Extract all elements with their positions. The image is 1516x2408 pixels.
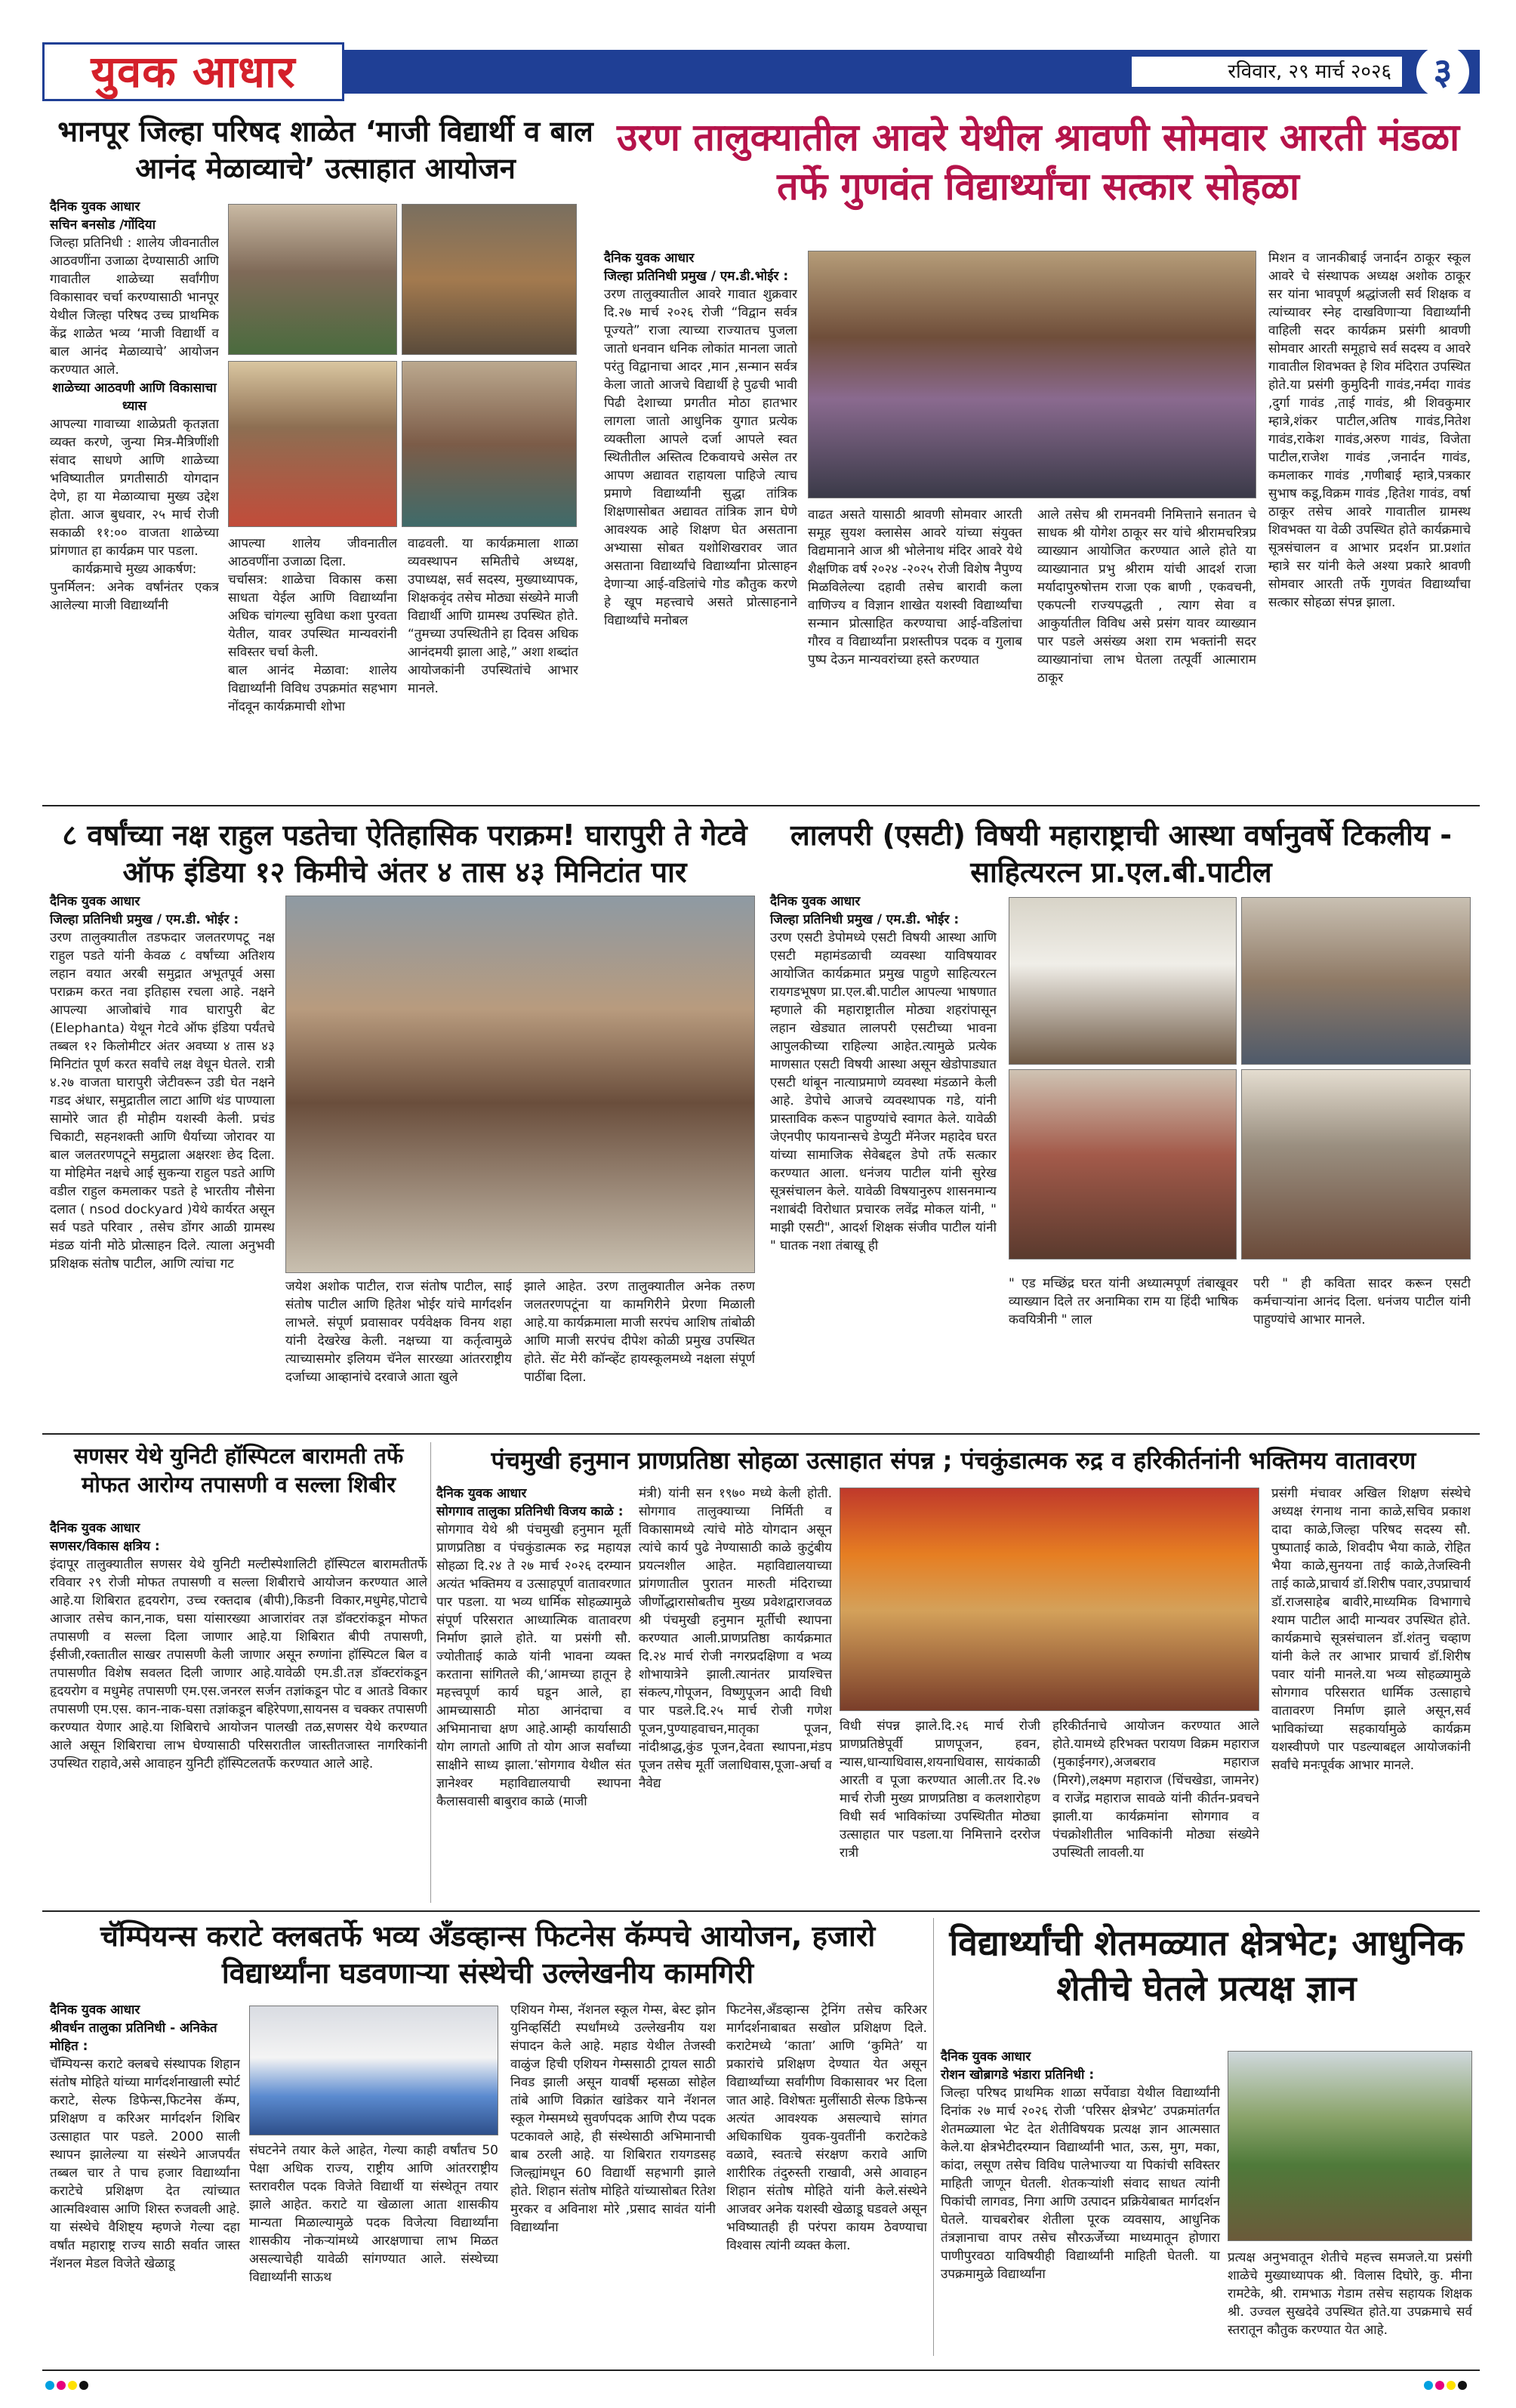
a2-column-3: [1037, 506, 1256, 794]
a6-col3-text: विधी संपन्न झाले.दि.२६ मार्च रोजी प्राणप्रतिष्ठेपूर्वी प्राणपूजन, हवन, न्यास,धान्याधिवास,शयनाधिवास, सायंकाळी आरती व पूजा करण्यात आली.तर दि.२७ मार्च रोजी मुख्य प्राणप्रतिष्ठा व कलशारोहण विधी सर्व भाविकांच्या उपस्थितीत मोठ्या उत्साहात पार पडला.या निमित्ताने दररोज रात्री: [840, 1719, 1040, 1861]
a7-col3-text: एशियन गेम्स, नॅशनल स्कूल गेम्स, बेस्ट झोन युनिव्हर्सिटी स्पर्धांमध्ये उल्लेखनीय यश संपादन केले आहे. महाड येथील तेजस्वी वाळुंज हिची एशियन गेम्ससाठी ट्रायल साठी निवड झाली असून यावर्षी म्हसळा सोहेल तांबे आणि विक्रांत खांडेकर याने नॅशनल स्कूल गेम्समध्ये सुवर्णपदक आणि रौप्य पदक पटकावले आहे, ही संस्थेसाठी अभिमानाची बाब ठरली आहे. या शिबिरात रायगडसह जिल्ह्यांमधून 60 विद्यार्थी सहभागी झाले होते. शिहान संतोष मोहिते यांच्यासोबत रितेश मुरकर व अविनाश मोरे ,प्रसाद सावंत यांनी विद्यार्थ्यांना: [510, 2003, 716, 2235]
a1-reporter: सचिन बनसोड /गोंदिया: [50, 217, 156, 233]
a5-byline: दैनिक युवक आधार: [50, 1521, 140, 1536]
a4-reporter: जिल्हा प्रतिनिधी प्रमुख / एम.डी. भोईर :: [770, 912, 960, 927]
issue-date: रविवार, २९ मार्च २०२६: [1228, 60, 1391, 83]
a4-photo-1: [1009, 897, 1237, 1065]
a4-photo-2: [1241, 897, 1471, 1065]
headline-a6: पंचमुखी हनुमान प्राणप्रतिष्ठा सोहळा उत्साहात संपन्न ; पंचकुंडात्मक रुद्र व हरिकीर्तनांनी भक्तिमय वातावरण: [491, 1446, 1416, 1475]
registration-marks-left: [45, 2379, 88, 2393]
a7-reporter: श्रीवर्धन तालुका प्रतिनिधी - अनिकेत मोहित :: [50, 2021, 217, 2054]
a8-reporter: रोशन खोब्रागडे भंडारा प्रतिनिधी :: [941, 2067, 1095, 2083]
a8-col2-text: प्रत्यक्ष अनुभवातून शेतीचे महत्त्व समजले.या प्रसंगी शाळेचे मुख्याध्यापक श्री. विलास दिघोरे, कु. मीना रामटेके, श्री. रामभाऊ गेडाम तसेच सहायक शिक्षक श्री. उज्वल सुखदेवे उपस्थित होते.या उपक्रमाचे सर्व स्तरातून कौतुक करण्यात येत आहे.: [1228, 2250, 1472, 2338]
a6-column-4: [1052, 1717, 1259, 1904]
a3-col2-text: जयेश अशोक पाटील, राज संतोष पाटील, साई संतोष पाटील आणि हितेश भोईर यांचे मार्गदर्शन लाभले. संपूर्ण प्रवासावर पर्यवेक्षक विनय शहा यांनी देखरेख केली. नक्षच्या या कर्तृत्वामुळे त्याच्यासमोर इलियम चॅनेल सारख्या आंतरराष्ट्रीय दर्जाच्या आव्हानांचे दरवाजे आता खुले: [285, 1279, 512, 1385]
footer-rule: [42, 2369, 1480, 2371]
a6-column-2: [639, 1485, 832, 1904]
a2-column-2: [808, 506, 1022, 794]
a1-photo-2: [402, 204, 577, 355]
a4-column-3: [1253, 1275, 1471, 1350]
divider-3: [42, 1910, 1480, 1912]
a2-col4-text: मिशन व जानकीबाई जनार्दन ठाकूर स्कूल आवरे चे संस्थापक अध्यक्ष अशोक ठाकूर सर यांना भावपूर्ण श्रद्धांजली सर्व शिक्षक व त्यांच्यावर स्नेह दाखविणाऱ्या विद्यार्थ्यांनी वाहिली सदर कार्यक्रम प्रसंगी श्रावणी सोमवार आरती समूहाचे सर्व सदस्य व आवरे गावातील शिवभक्त हे शिव मंदिरात उपस्थित होते.या प्रसंगी कुमुदिनी गावंड,नर्मदा गावंड ,दुर्गा गावंड ,ताई गावंड, श्री शिवकुमार म्हात्रे,शंकर पाटील,अतिष गावंड,नितेश गावंड,राकेश गावंड,अरुण गावंड, विजेता पाटील,राजेश गावंड ,जनार्दन गावंड, कमलाकर गावंड ,गणीबाई म्हात्रे,पत्रकार सुभाष कडू,विक्रम गावंड ,हितेश गावंड, वर्षा ठाकूर तसेच आवरे गावातील ग्रामस्थ शिवभक्त या वेळी उपस्थित होते कार्यक्रमाचे सूत्रसंचालन व आभार प्रदर्शन प्रा.प्रशांत म्हात्रे सर यांनी केले अश्या प्रकारे श्रावणी सोमवार आरती तर्फे गुणवंत विद्यार्थ्यांचा सत्कार सोहळा संपन्न झाला.: [1268, 251, 1471, 610]
a4-col2-text: " एड मच्छिंद्र घरत यांनी अध्यात्मपूर्ण तंबाखूवर व्याख्यान दिले तर अनामिका राम या हिंदी भाषिक कवयित्रीनी " लाल: [1009, 1276, 1238, 1327]
a7-column-4: [726, 2001, 927, 2356]
a8-col1-text: जिल्हा परिषद प्राथमिक शाळा सर्पेवाडा येथील विद्यार्थ्यांनी दिनांक २७ मार्च २०२६ रोजी ‘परिसर क्षेत्रभेट’ उपक्रमांतर्गत शेतमळ्याला भेट देत शेतीविषयक प्रत्यक्ष ज्ञान आत्मसात केले.या क्षेत्रभेटीदरम्यान विद्यार्थ्यांनी भात, ऊस, मुग, मका, कांदा, लसूण तसेच विविध पालेभाज्या या पिकांची सविस्तर माहिती जाणून घेतली. शेतकऱ्यांशी संवाद साधत त्यांनी पिकांची लागवड, निगा आणि उत्पादन प्रक्रियेबाबत मार्गदर्शन घेतले. याचबरोबर शेतीला पूरक व्यवसाय, आधुनिक तंत्रज्ञानाचा वापर तसेच सौरऊर्जेच्या माध्यमातून होणारा पाणीपुरवठा याविषयीही विद्यार्थ्यांनी माहिती घेतली. या उपक्रमामुळे विद्यार्थ्यांना: [941, 2086, 1220, 2282]
a7-col2-text: संघटनेने तयार केले आहेत, गेल्या काही वर्षांतच 50 पेक्षा अधिक राज्य, राष्ट्रीय आणि आंतरराष्ट्रीय स्तरावरील पदक विजेते विद्यार्थी या संस्थेतून तयार झाले आहेत. कराटे या खेळाला आता शासकीय मान्यता मिळाल्यामुळे पदक विजेत्या विद्यार्थ्यांना शासकीय नोकऱ्यांमध्ये आरक्षणाचा लाभ मिळत असल्याचेही यावेळी सांगण्यात आले. संस्थेच्या विद्यार्थ्यांनी साऊथ: [249, 2143, 498, 2285]
a7-col4-text: फिटनेस,अँडव्हान्स ट्रेनिंग तसेच करिअर मार्गदर्शनाबाबत सखोल प्रशिक्षण दिले. कराटेमध्ये ‘काता’ आणि ‘कुमिते’ या प्रकारांचे प्रशिक्षण देण्यात येत असून विद्यार्थ्यांच्या सर्वांगीण विकासावर भर दिला जात आहे. विशेषतः मुलींसाठी सेल्फ डिफेन्स अत्यंत आवश्यक असल्याचे सांगत अधिकाधिक युवक-युवतींनी कराटेकडे वळावे, स्वतःचे संरक्षण करावे आणि शारीरिक तंदुरुस्ती राखावी, असे आवाहन शिहान संतोष मोहिते यांनी केले.संस्थेने आजवर अनेक यशस्वी खेळाडू घडवले असून भविष्यातही ही परंपरा कायम ठेवण्याचा विश्वास त्यांनी व्यक्त केला.: [726, 2003, 927, 2253]
masthead-date-box: [1131, 56, 1403, 88]
headline-a1: भानपूर जिल्हा परिषद शाळेत ‘माजी विद्यार्थी व बाल आनंद मेळाव्याचे’ उत्साहात आयोजन: [57, 115, 593, 186]
a3-column-1: [50, 893, 275, 1430]
a6-reporter: सोगगाव तालुका प्रतिनिधी विजय काळे :: [436, 1504, 624, 1519]
a3-byline: दैनिक युवक आधार: [50, 894, 140, 909]
a6-col2-text: मंत्री) यांनी सन १९७० मध्ये केली होती. सोगगाव तालुक्याच्या निर्मिती व विकासामध्ये त्यांचे मोठे योगदान असून त्यांचे कार्य पुढे नेण्यासाठी काळे कुटुंबीय प्रयत्नशील आहेत. महाविद्यालयाच्या प्रांगणातील पुरातन मारुती मंदिराच्या जीर्णोद्धारासोबतीच मुख्य प्रवेशद्वाराजवळ श्री पंचमुखी हनुमान मूर्तीची स्थापना करण्यात आली.प्राणप्रतिष्ठा कार्यक्रमात दि.२४ मार्च रोजी नगरप्रदक्षिणा व भव्य शोभायात्रेने झाली.त्यानंतर प्रायश्चित्त संकल्प,गोपूजन, विष्णुपूजन आदी विधी पार पडले.दि.२५ मार्च रोजी गणेश पूजन,पुण्याहवाचन,मातृका पूजन, नांदीश्राद्ध,कुंड पूजन,देवता स्थापना,मंडप पूजन तसेच मूर्ती जलाधिवास,पूजा-अर्चा व नैवेद्य: [639, 1486, 832, 1791]
page-number-box: [1416, 45, 1469, 98]
a2-col3-text: आले तसेच श्री रामनवमी निमित्ताने सनातन चे साधक श्री योगेश ठाकूर सर यांचे श्रीरामचरित्रप्र व्याख्यान आयोजित करण्यात आले होते या व्याख्यानात प्रभु श्रीराम यांची आदर्श राजा मर्यादापुरुषोत्तम राजा एक बाणी , एकवचनी, एकपत्नी राज्यपद्धती , त्याग सेवा व आकुर्यातील विविध असे प्रसंग यावर व्याख्यान पार पडले असंख्य अशा राम भक्तांनी सदर व्याख्यानांचा लाभ घेतला तत्पूर्वी आत्माराम ठाकूर: [1037, 507, 1256, 686]
page-number: ३: [1433, 51, 1453, 93]
a1-byline: दैनिक युवक आधार: [50, 199, 140, 214]
a7-column-2: [249, 2141, 498, 2356]
a4-column-2: [1009, 1275, 1238, 1350]
a2-photo: [808, 251, 1256, 498]
headline-a7: चॅम्पियन्स कराटे क्लबतर्फे भव्य अँडव्हान्स फिटनेस कॅम्पचे आयोजन, हजारो विद्यार्थ्यांना घडवणाऱ्या संस्थेची उल्लेखनीय कामगिरी: [100, 1919, 876, 1990]
a1-column-1: [50, 198, 219, 794]
divider-1: [42, 805, 1480, 806]
headline-a3: ८ वर्षांच्या नक्ष राहुल पडतेचा ऐतिहासिक पराक्रम! घारापुरी ते गेटवे ऑफ इंडिया १२ किमीचे अंतर ४ तास ४३ मिनिटांत पार: [62, 819, 747, 890]
a1-col2-text-2: चर्चासत्र: शाळेचा विकास कसा साधता येईल आणि विद्यार्थ्यांना अधिक चांगल्या सुविधा कशा पुरवता येतील, यावर उपस्थित मान्यवरांनी सविस्तर चर्चा केली.: [228, 572, 397, 660]
a3-col1-text: उरण तालुक्यातील तडफदार जलतरणपटू नक्ष राहुल पडते यांनी केवळ ८ वर्षांच्या अतिशय लहान वयात अरबी समुद्रात अभूतपूर्व असा पराक्रम करत नवा इतिहास रचला आहे. नक्षने आपल्या आजोबांचे गाव घारापुरी बेट (Elephanta) येथून गेटवे ऑफ इंडिया पर्यंतचे तब्बल १२ किलोमीटर अंतर अवघ्या ४ तास ४३ मिनिटांत पूर्ण करत सर्वांचे लक्ष वेधून घेतले. रात्री ४.२७ वाजता घारापुरी जेटीवरून उडी घेत नक्षने गडद अंधार, समुद्रातील लाटा आणि थंड पाण्याला सामोरे जात ही मोहीम यशस्वी केली. प्रचंड चिकाटी, सहनशक्ती आणि धैर्याच्या जोरावर या बाल जलतरणपटूने समुद्राला अक्षरशः छेद दिला. या मोहिमेत नक्षचे आई सुकन्या राहुल पडते आणि वडील राहुल कमलाकर पडते हे भारतीय नौसेना दलात ( nsod dockyard )येथे कार्यरत असून सर्व पडते परिवार , तसेच डोंगर आळी ग्रामस्थ मंडळ यांनी मोठे प्रोत्साहन दिले. त्याला अनुभवी प्रशिक्षक संतोष पाटील, आणि त्यांचा गट: [50, 930, 275, 1272]
a6-col1-text: सोगगाव येथे श्री पंचमुखी हनुमान मूर्ती प्राणप्रतिष्ठा व पंचकुंडात्मक रुद्र महायज्ञ सोहळा दि.२४ ते २७ मार्च २०२६ दरम्यान अत्यंत भक्तिमय व उत्साहपूर्ण वातावरणात पार पडला. या भव्य धार्मिक सोहळ्यामुळे संपूर्ण परिसरात आध्यात्मिक वातावरण निर्माण झाले होते. या प्रसंगी सौ. ज्योतीताई काळे यांनी भावना व्यक्त करताना सांगितले की,‘आमच्या हातून हे महत्त्वपूर्ण कार्य घडून आले, हा आमच्यासाठी मोठा आनंदाचा व अभिमानाचा क्षण आहे.आम्ही कार्यासाठी योग लागतो आणि तो योग आज सर्वांच्या साक्षीने साध्य झाला.’सोगगाव येथील संत ज्ञानेश्वर महाविद्यालयाची स्थापना कैलासवासी बाबुराव काळे (माजी: [436, 1522, 631, 1809]
a8-column-2: [1228, 2249, 1472, 2356]
a2-column-4: [1268, 249, 1471, 794]
a4-photo-4: [1241, 1069, 1471, 1259]
masthead: [42, 42, 1480, 101]
a5-text: इंदापूर तालुक्यातील सणसर येथे युनिटी मल्टीस्पेशालिटी हॉस्पिटल बारामतीतर्फे रविवार २९ रोजी मोफत तपासणी व सल्ला शिबीराचे आयोजन करण्यात आले आहे.या शिबिरात हृदयरोग, उच्च रक्तदाब (बीपी),किडनी विकार,मधुमेह,पोटाचे आजार तसेच कान,नाक, घसा यांसारख्या आजारांवर तज्ञ डॉक्टरांकडून मोफत तपासणी व सल्ला दिला जाणार आहे.या शिबिरात बीपी तपासणी, ईसीजी,रक्तातील साखर तपासणी केली जाणार असून रुग्णांना हॉस्पिटल बिल व तपासणीत विशेष सवलत दिली जाणार आहे.यावेळी एम.डी.तज्ञ डॉक्टरांकडून हृदयरोग व मधुमेह तपासणी एम.एस.जनरल सर्जन तज्ञांकडून पोट व आतडे विकार तपासणी एम.एस. कान-नाक-घसा तज्ञांकडून बहिरेपणा,सायनस व चक्कर तपासणी करण्यात येणार आहे.या शिबिराचे आयोजन पालखी तळ,सणसर येथे करण्यात आले असून शिबिराचा लाभ घेण्यासाठी परिसरातील जास्तीतजास्त नागरिकांनी उपस्थित राहावे,असे आवाहन युनिटी हॉस्पिटलतर्फे करण्यात आले आहे.: [50, 1557, 427, 1771]
a1-photo-4: [402, 361, 577, 527]
a5-body: [50, 1519, 427, 1904]
a2-column-1: [604, 249, 797, 794]
a1-subhead-2: कार्यक्रमाचे मुख्य आकर्षण:: [72, 562, 197, 577]
a1-body-2: आपल्या गावाच्या शाळेप्रती कृतज्ञता व्यक्त करणे, जुन्या मित्र-मैत्रिणींशी संवाद साधणे आणि शाळेच्या भविष्यातील प्रगतीसाठी योगदान देणे, हा या मेळाव्याचा मुख्य उद्देश होता. आज बुधवार, २५ मार्च रोजी सकाळी ११:०० वाजता शाळेच्या प्रांगणात हा कार्यक्रम पार पडला.: [50, 417, 219, 559]
a1-col2-text-3: बाल आनंद मेळावा: शालेय विद्यार्थ्यांनी विविध उपक्रमांत सहभाग नोंदवून कार्यक्रमाची शोभा: [228, 663, 397, 714]
a1-body-1: जिल्हा प्रतिनिधी : शालेय जीवनातील आठवणींना उजाळा देण्यासाठी आणि गावातील शाळेच्या सर्वांगीण विकासावर चर्चा करण्यासाठी भानपूर येथील जिल्हा परिषद उच्च प्राथमिक केंद्र शाळेत भव्य ‘माजी विद्यार्थी व बाल आनंद मेळाव्याचे’ आयोजन करण्यात आले.: [50, 236, 219, 378]
headline-a5: सणसर येथे युनिटी हॉस्पिटल बारामती तर्फे मोफत आरोग्य तपासणी व सल्ला शिबीर: [73, 1443, 404, 1497]
a3-col3-text: झाले आहेत. उरण तालुक्यातील अनेक तरुण जलतरणपटूंना या कामगिरीने प्रेरणा मिळाली आहे.या कार्यक्रमाला माजी सरपंच आशिष तांबोळी आणि माजी सरपंच दीपेश कोळी प्रमुख उपस्थित होते. सेंट मेरी कॉन्व्हेंट हायस्कूलमध्ये नक्षला संपूर्ण पाठींबा दिला.: [524, 1279, 755, 1385]
a7-column-3: [510, 2001, 716, 2356]
a1-photo-1: [228, 204, 397, 355]
a1-col3-text: वाढवली. या कार्यक्रमाला शाळा व्यवस्थापन समितीचे अध्यक्ष, उपाध्यक्ष, सर्व सदस्य, मुख्याध्यापक, शिक्षकवृंद तसेच मोठ्या संख्येने माजी विद्यार्थी आणि ग्रामस्थ उपस्थित होते. “तुमच्या उपस्थितीने हा दिवस अधिक आनंदमयी झाला आहे,” अशा शब्दांत आयोजकांनी उपस्थितांचे आभार मानले.: [408, 536, 578, 696]
divider-2: [42, 1433, 1480, 1435]
a4-photo-3: [1009, 1069, 1237, 1259]
a6-byline: दैनिक युवक आधार: [436, 1486, 527, 1501]
a6-column-5: [1271, 1485, 1471, 1904]
a1-col2-text-1: आपल्या शालेय जीवनातील आठवणींना उजाळा दिला.: [228, 536, 397, 569]
a2-reporter: जिल्हा प्रतिनिधी प्रमुख / एम.डी.भोईर :: [604, 269, 789, 284]
registration-marks-right: [1424, 2379, 1467, 2393]
a4-column-1: [770, 893, 997, 1430]
a8-byline: दैनिक युवक आधार: [941, 2049, 1031, 2064]
a6-column-3: [840, 1717, 1040, 1904]
a4-col1-text: उरण एसटी डेपोमध्ये एसटी विषयी आस्था आणि एसटी महामंडळाची व्यवस्था याविषयावर आयोजित कार्यक्रमात प्रमुख पाहुणे साहित्यरत्न रायगडभूषण प्रा.एल.बी.पाटील आपल्या भाषणात म्हणाले की महाराष्ट्रातील मोठ्या शहरांपासून लहान खेड्यात लालपरी एसटीच्या भावना आपुलकीच्या राहिल्या आहेत.त्यामुळे प्रत्येक माणसात एसटी विषयी आस्था असून खेडोपाड्यात एसटी थांबून नात्याप्रमाणे व्यवस्था मंडळाने केली आहे. डेपोचे आजचे व्यवस्थापक गडे, यांनी प्रास्ताविक करून पाहुण्यांचे स्वागत केले. यावेळी जेएनपीए फायनान्सचे डेप्युटी मॅनेजर महादेव घरत यांच्या सामाजिक सेवेबद्दल डेपो तर्फे सत्कार करण्यात आला. धनंजय पाटील यांनी सुरेख सूत्रसंचालन केले. यावेळी विषयानुरुप शासनमान्य नशाबंदी विरोधात प्रचारक लवेंद्र मोकल यांनी, " माझी एसटी", आदर्श शिक्षक संजीव पाटील यांनी " घातक नशा तंबाखू ही: [770, 930, 997, 1253]
headline-a4: लालपरी (एसटी) विषयी महाराष्ट्राची आस्था वर्षानुवर्षे टिकलीय - साहित्यरत्न प्रा.एल.बी.पाटील: [790, 819, 1453, 890]
divider-a5-a6: [430, 1442, 431, 1903]
divider-a7-a8: [933, 1918, 934, 2356]
a4-col3-text: परी " ही कविता सादर करून एसटी कर्मचाऱ्यांना आनंद दिला. धनंजय पाटील यांनी पाहुण्यांचे आभार मानले.: [1253, 1276, 1471, 1327]
a7-col1-text: चॅम्पियन्स कराटे क्लबचे संस्थापक शिहान संतोष मोहिते यांच्या मार्गदर्शनाखाली स्पोर्ट कराटे, सेल्फ डिफेन्स,फिटनेस कॅम्प, प्रशिक्षण व करिअर मार्गदर्शन शिबिर उत्साहात पार पडले. 2000 साली स्थापन झालेल्या या संस्थेने आजपर्यंत तब्बल चार ते पाच हजार विद्यार्थ्यांना कराटेचे प्रशिक्षण देत त्यांच्यात आत्मविश्वास आणि शिस्त रुजवली आहे. या संस्थेचे वैशिष्ट्य म्हणजे गेल्या दहा वर्षांत महाराष्ट्र राज्य साठी सर्वात जास्त नॅशनल मेडल विजेते खेळाडू: [50, 2057, 240, 2271]
a8-photo: [1228, 2051, 1472, 2241]
masthead-logo: [42, 42, 344, 101]
a1-photo-3: [228, 361, 397, 527]
a8-column-1: [941, 2048, 1220, 2356]
a1-column-3: [408, 535, 578, 791]
a5-reporter: सणसर/विकास क्षत्रिय :: [50, 1539, 160, 1554]
a2-col1-text: उरण तालुक्यातील आवरे गावात शुक्रवार दि.२७ मार्च २०२६ रोजी “विद्वान सर्वत्र पूज्यते” राजा त्याच्या राज्यातच पुजला जातो धनवान धनिक लोकांत मानला जातो परंतु विद्वानाचा आदर ,मान ,सन्मान सर्वत्र केला जातो आजचे विद्यार्थी हे पुढची भावी पिढी देशाच्या प्रगतीत मोठा हातभार लागला जातो आधुनिक युगात प्रत्येक व्यक्तीला आपले दर्जा आपले स्वत स्थितीतील अस्तित्व टिकवायचे असेल तर आपण अद्यावत राहायला पाहिजे त्याच प्रमाणे विद्यार्थ्यांनी सुद्धा तांत्रिक शिक्षणासोबत अद्यावत तांत्रिक ज्ञान घेणे आवश्यक आहे शिक्षण घेत असताना अभ्यासा सोबत यशोशिखरावर जात असताना विद्यार्थ्यांचे विद्यार्थ्यांना प्रोत्साहन देणाऱ्या आई-वडिलांचे गोड कौतुक करणे हे खूप महत्त्वाचे असते प्रोत्साहनाने विद्यार्थ्यांचे मनोबल: [604, 287, 797, 628]
a2-col2-text: वाढत असते यासाठी श्रावणी सोमवार आरती समूह सुयश क्लासेस आवरे यांच्या संयुक्त विद्यमानाने आज श्री भोलेनाथ मंदिर आवरे येथे शैक्षणिक वर्ष २०२४ -२०२५ रोजी विशेष नैपुण्य मिळविलेल्या दहावी तसेच बारावी कला वाणिज्य व विज्ञान शाखेत यशस्वी विद्यार्थ्यांचा सन्मान प्रोत्साहित करण्याचा आई-वडिलांचा गौरव व विद्यार्थ्यांना प्रशस्तीपत्र पदक व गुलाब पुष्प देऊन मान्यवरांच्या हस्ते करण्यात: [808, 507, 1022, 668]
a6-column-1: [436, 1485, 631, 1904]
a6-col5-text: प्रसंगी मंचावर अखिल शिक्षण संस्थेचे अध्यक्ष रंगनाथ नाना काळे,सचिव प्रकाश दादा काळे,जिल्हा परिषद सदस्य सौ. पुष्पाताई काळे, शिवदीप भैया काळे, रोहित भैया काळे,सुनयना ताई काळे,तेजस्विनी ताई काळे,प्राचार्य डॉ.शिरीष पवार,उपप्राचार्य डॉ.राजसाहेब बावीरे,माध्यमिक विभागाचे श्याम पाटील आदी मान्यवर उपस्थित होते. कार्यक्रमाचे सूत्रसंचालन डॉ.शंतनु चव्हाण यांनी केले तर आभार प्राचार्य डॉ.शिरीष पवार यांनी मानले.या भव्य सोहळ्यामुळे सोगगाव परिसरात धार्मिक उत्साहाचे वातावरण निर्माण झाले असून,सर्व भाविकांच्या सहकार्यामुळे कार्यक्रम यशस्वीपणे पार पडल्याबद्दल आयोजकांनी सर्वांचे मनःपूर्वक आभार मानले.: [1271, 1486, 1471, 1773]
headline-a2: उरण तालुक्यातील आवरे येथील श्रावणी सोमवार आरती मंडळा तर्फे गुणवंत विद्यार्थ्यांचा सत्कार सोहळा: [616, 116, 1460, 208]
a4-byline: दैनिक युवक आधार: [770, 894, 861, 909]
a1-subhead-1: शाळेच्या आठवणी आणि विकासाचा ध्यास: [52, 381, 217, 414]
a7-photo: [249, 2006, 498, 2135]
a3-photo: [285, 896, 755, 1273]
headline-a8: विद्यार्थ्यांची शेतमळ्यात क्षेत्रभेट; आधुनिक शेतीचे घेतले प्रत्यक्ष ज्ञान: [949, 1922, 1464, 2009]
a1-column-2: [228, 535, 397, 791]
a1-body-3: पुनर्मिलन: अनेक वर्षांनंतर एकत्र आलेल्या माजी विद्यार्थ्यांनी: [50, 580, 219, 613]
a6-col4-text: हरिकीर्तनाचे आयोजन करण्यात आले होते.यामध्ये हरिभक्त परायण विक्रम महाराज (मुकाईनगर),अजबराव महाराज (मिरगे),लक्ष्मण महाराज (चिंचखेडा, जामनेर) व राजेंद्र महाराज सावळे यांनी कीर्तन-प्रवचने झाली.या कार्यक्रमांना सोगगाव व पंचक्रोशीतील भाविकांनी मोठ्या संख्येने उपस्थिती लावली.या: [1052, 1719, 1259, 1861]
a6-photo: [840, 1488, 1259, 1711]
a3-column-2: [285, 1278, 512, 1430]
a7-column-1: [50, 2001, 240, 2356]
a2-byline: दैनिक युवक आधार: [604, 251, 695, 266]
a7-byline: दैनिक युवक आधार: [50, 2003, 140, 2018]
logo-text: युवक आधार: [91, 46, 296, 97]
a3-reporter: जिल्हा प्रतिनिधी प्रमुख / एम.डी. भोईर :: [50, 912, 239, 927]
a3-column-3: [524, 1278, 755, 1430]
